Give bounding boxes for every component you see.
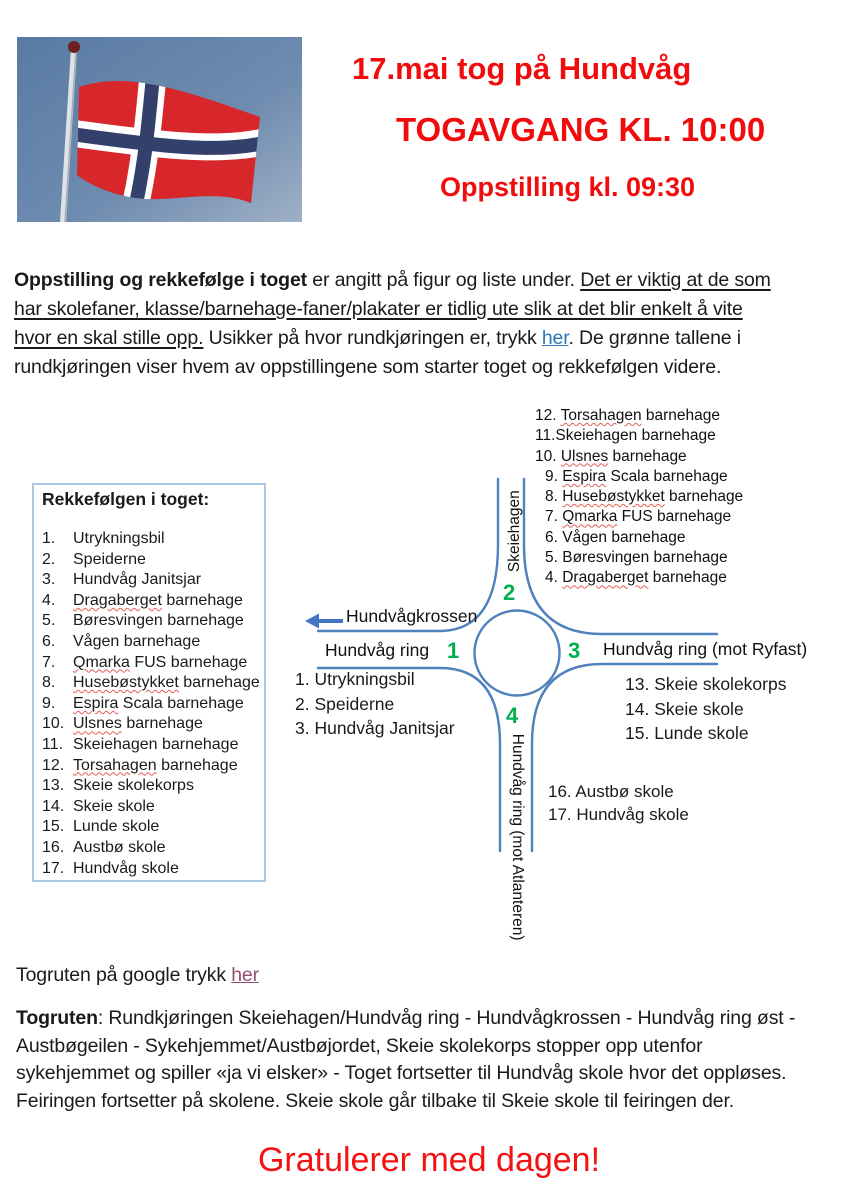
lineup-entry bbox=[295, 716, 455, 741]
text-segment: barnehage bbox=[161, 591, 243, 609]
route-line bbox=[16, 1005, 795, 1033]
text-segment: 6. Vågen barnehage bbox=[545, 528, 686, 546]
train-order-title: Rekkefølgen i toget: bbox=[42, 489, 210, 509]
east-lineup-list bbox=[625, 672, 786, 746]
lineup-entry bbox=[535, 507, 743, 527]
text-segment: 12. bbox=[535, 407, 561, 424]
train-order-list bbox=[42, 529, 260, 879]
text-segment: Ulsnes bbox=[560, 447, 609, 465]
west-lineup-list bbox=[295, 667, 455, 741]
item-number: 4. bbox=[42, 591, 56, 609]
south-lineup-list bbox=[548, 780, 689, 826]
route-line bbox=[16, 1033, 795, 1061]
text-segment: Ulsnes bbox=[73, 715, 122, 733]
text-segment: Hundvåg skole bbox=[73, 859, 179, 877]
roundabout-circle bbox=[475, 611, 560, 696]
text-segment: Togruten på google trykk bbox=[16, 964, 232, 986]
text-segment: Husebøstykket bbox=[73, 674, 179, 692]
link-her[interactable]: her bbox=[541, 327, 569, 349]
roundabout-exit-number-1: 1 bbox=[447, 638, 460, 663]
text-segment: Austbø skole bbox=[73, 838, 166, 856]
train-order-item bbox=[42, 859, 260, 880]
text-segment: 10. bbox=[535, 447, 561, 465]
text-segment: Qmarka bbox=[73, 653, 130, 671]
item-number: 7. bbox=[42, 653, 56, 671]
train-order-item bbox=[42, 735, 260, 756]
train-order-item bbox=[42, 838, 260, 859]
text-segment: FUS barnehage bbox=[617, 508, 732, 526]
text-segment: 8. bbox=[545, 488, 563, 506]
text-segment: Dragaberget bbox=[562, 569, 649, 587]
text-segment: Hundvåg Janitsjar bbox=[73, 571, 202, 589]
text-segment: Usikker på hvor rundkjøringen er, trykk bbox=[203, 327, 542, 349]
train-order-item bbox=[42, 817, 260, 838]
sky-background bbox=[17, 37, 302, 222]
west-arrow-label: Hundvågkrossen bbox=[346, 606, 478, 626]
text-segment: FUS barnehage bbox=[129, 653, 248, 671]
train-order-item bbox=[42, 653, 260, 674]
intro-line bbox=[14, 295, 771, 324]
route-line bbox=[16, 1088, 795, 1116]
item-number: 12. bbox=[42, 756, 65, 774]
text-segment: Husebøstykket bbox=[562, 488, 665, 506]
text-segment: barnehage bbox=[664, 488, 744, 506]
text-segment: 4. bbox=[545, 569, 563, 587]
lineup-entry bbox=[535, 426, 743, 446]
text-segment: Espira bbox=[73, 694, 119, 712]
text-segment: : Rundkjøringen Skeiehagen/Hundvåg ring - Hundvågkrossen - Hundvåg ring øst - bbox=[97, 1007, 796, 1029]
lineup-entry bbox=[535, 447, 743, 467]
roundabout-exit-number-2: 2 bbox=[503, 580, 516, 605]
roundabout-exit-number-4: 4 bbox=[506, 703, 519, 728]
lineup-entry bbox=[295, 692, 455, 717]
train-order-item bbox=[42, 694, 260, 715]
south-road-label: Hundvåg ring (mot Atlanteren) bbox=[509, 733, 527, 941]
text-segment: er angitt på figur og liste under. bbox=[307, 269, 581, 291]
lineup-entry bbox=[535, 528, 743, 548]
lineup-entry bbox=[295, 667, 455, 692]
flag-pole bbox=[63, 49, 74, 222]
text-segment: Det er viktig at de som bbox=[580, 269, 771, 291]
train-order-item bbox=[42, 714, 260, 735]
text-segment: Utrykningsbil bbox=[73, 530, 165, 547]
flag-cloth bbox=[77, 81, 260, 203]
text-segment: Torsahagen bbox=[560, 407, 642, 424]
west-direction-arrow bbox=[305, 614, 343, 629]
item-number: 5. bbox=[42, 612, 56, 630]
norwegian-flag-photo bbox=[17, 37, 302, 222]
text-segment: Scala barnehage bbox=[118, 694, 244, 712]
train-order-item bbox=[42, 797, 260, 818]
text-segment: Speiderne bbox=[73, 550, 146, 568]
item-number: 11. bbox=[42, 735, 64, 753]
text-segment: Børesvingen barnehage bbox=[73, 612, 244, 630]
text-segment: Oppstilling og rekkefølge i toget bbox=[14, 269, 307, 291]
text-segment: barnehage bbox=[608, 447, 687, 465]
lineup-time-heading: Oppstilling kl. 09:30 bbox=[440, 172, 696, 202]
text-segment: 14. Skeie skole bbox=[625, 698, 744, 719]
lineup-entry bbox=[625, 672, 786, 697]
text-segment: Skeie skolekorps bbox=[73, 777, 194, 795]
text-segment: Dragaberget bbox=[73, 591, 162, 609]
intro-line bbox=[14, 324, 771, 353]
text-segment: har skolefaner, klasse/barnehage-faner/plakater er tidlig ute slik at det blir enkelt å vite bbox=[14, 298, 743, 320]
intro-line bbox=[14, 266, 771, 295]
greeting-text: Gratulerer med dagen! bbox=[257, 1141, 601, 1179]
text-segment: Torsahagen bbox=[73, 756, 157, 774]
text-segment: Skeiehagen barnehage bbox=[73, 735, 239, 753]
link-her[interactable]: her bbox=[231, 964, 259, 986]
north-road-label: Skeiehagen bbox=[505, 490, 523, 573]
text-segment: Lunde skole bbox=[73, 818, 160, 836]
text-segment: Austbøgeilen - Sykehjemmet/Austbøjordet, Skeie skolekorps stopper opp utenfor bbox=[16, 1034, 703, 1057]
train-order-item bbox=[42, 550, 260, 571]
item-number: 10. bbox=[42, 715, 65, 733]
text-segment: 13. Skeie skolekorps bbox=[625, 674, 787, 694]
text-segment: 17. Hundvåg skole bbox=[548, 805, 689, 824]
lineup-entry bbox=[535, 406, 743, 426]
text-segment: barnehage bbox=[121, 715, 203, 733]
departure-time-heading: TOGAVGANG KL. 10:00 bbox=[396, 111, 766, 148]
item-number: 1. bbox=[42, 530, 56, 547]
lineup-entry bbox=[548, 780, 689, 803]
east-road-label: Hundvåg ring (mot Ryfast) bbox=[603, 639, 808, 659]
lineup-entry bbox=[535, 487, 743, 507]
text-segment: 11.Skeiehagen barnehage bbox=[535, 427, 716, 445]
text-segment: . De grønne tallene i bbox=[568, 327, 741, 349]
text-segment: 5. Børesvingen barnehage bbox=[545, 549, 728, 567]
text-segment: 2. Speiderne bbox=[295, 693, 395, 714]
train-order-item bbox=[42, 611, 260, 632]
item-number: 17. bbox=[42, 859, 65, 877]
train-order-item bbox=[42, 756, 260, 777]
west-road-label: Hundvåg ring bbox=[325, 640, 430, 660]
intro-paragraph bbox=[14, 266, 771, 382]
lineup-entry bbox=[535, 568, 743, 588]
route-line bbox=[16, 1060, 795, 1088]
text-segment: Scala barnehage bbox=[606, 467, 728, 485]
text-segment: 3. Hundvåg Janitsjar bbox=[295, 718, 455, 738]
text-segment: Vågen barnehage bbox=[73, 632, 201, 650]
text-segment: Skeie skole bbox=[73, 797, 155, 815]
train-order-item bbox=[42, 591, 260, 612]
text-segment: 7. bbox=[545, 508, 563, 526]
text-segment: 9. bbox=[545, 467, 563, 485]
flag-pole-shade bbox=[65, 49, 76, 222]
item-number: 15. bbox=[42, 818, 65, 836]
item-number: 16. bbox=[42, 838, 65, 856]
text-segment: sykehjemmet og spiller «ja vi elsker» - Toget fortsetter til Hundvåg skole hvor det oppløses. bbox=[16, 1062, 787, 1084]
train-order-box bbox=[32, 483, 266, 882]
text-segment: barnehage bbox=[178, 674, 260, 692]
item-number: 9. bbox=[42, 694, 56, 712]
route-paragraph bbox=[16, 1005, 795, 1115]
google-route-line bbox=[16, 961, 259, 990]
text-segment: Togruten bbox=[16, 1007, 98, 1029]
google-route-text bbox=[16, 961, 259, 990]
text-segment: Espira bbox=[562, 467, 607, 485]
text-segment: barnehage bbox=[648, 569, 727, 587]
text-segment: Qmarka bbox=[562, 508, 618, 526]
text-segment: Feiringen fortsetter på skolene. Skeie skole går tilbake til Skeie skole til feiringen der. bbox=[16, 1089, 734, 1112]
page-title: 17.mai tog på Hundvåg bbox=[352, 51, 692, 86]
text-segment: rundkjøringen viser hvem av oppstillingene som starter toget og rekkefølgen videre. bbox=[14, 356, 722, 378]
flag-cross bbox=[71, 75, 267, 208]
train-order-item bbox=[42, 673, 260, 694]
text-segment: 16. Austbø skole bbox=[548, 782, 674, 801]
train-order-item bbox=[42, 529, 260, 550]
item-number: 14. bbox=[42, 797, 65, 815]
intro-line bbox=[14, 353, 771, 382]
text-segment: 1. Utrykningsbil bbox=[295, 669, 415, 689]
lineup-entry bbox=[535, 467, 743, 487]
lineup-entry bbox=[625, 721, 786, 746]
train-order-item bbox=[42, 570, 260, 591]
pole-finial bbox=[68, 41, 80, 53]
train-order-item bbox=[42, 776, 260, 797]
text-segment: barnehage bbox=[641, 407, 721, 424]
train-order-item bbox=[42, 632, 260, 653]
roundabout-exit-number-3: 3 bbox=[568, 638, 581, 663]
north-lineup-list bbox=[535, 406, 743, 589]
lineup-entry bbox=[535, 548, 743, 568]
text-segment: hvor en skal stille opp. bbox=[14, 327, 204, 349]
lineup-entry bbox=[625, 697, 786, 722]
item-number: 2. bbox=[42, 550, 56, 568]
item-number: 3. bbox=[42, 571, 56, 589]
item-number: 8. bbox=[42, 674, 56, 692]
lineup-entry bbox=[548, 803, 689, 826]
item-number: 13. bbox=[42, 777, 65, 795]
text-segment: barnehage bbox=[156, 756, 238, 774]
item-number: 6. bbox=[42, 632, 56, 650]
text-segment: 15. Lunde skole bbox=[625, 723, 749, 743]
